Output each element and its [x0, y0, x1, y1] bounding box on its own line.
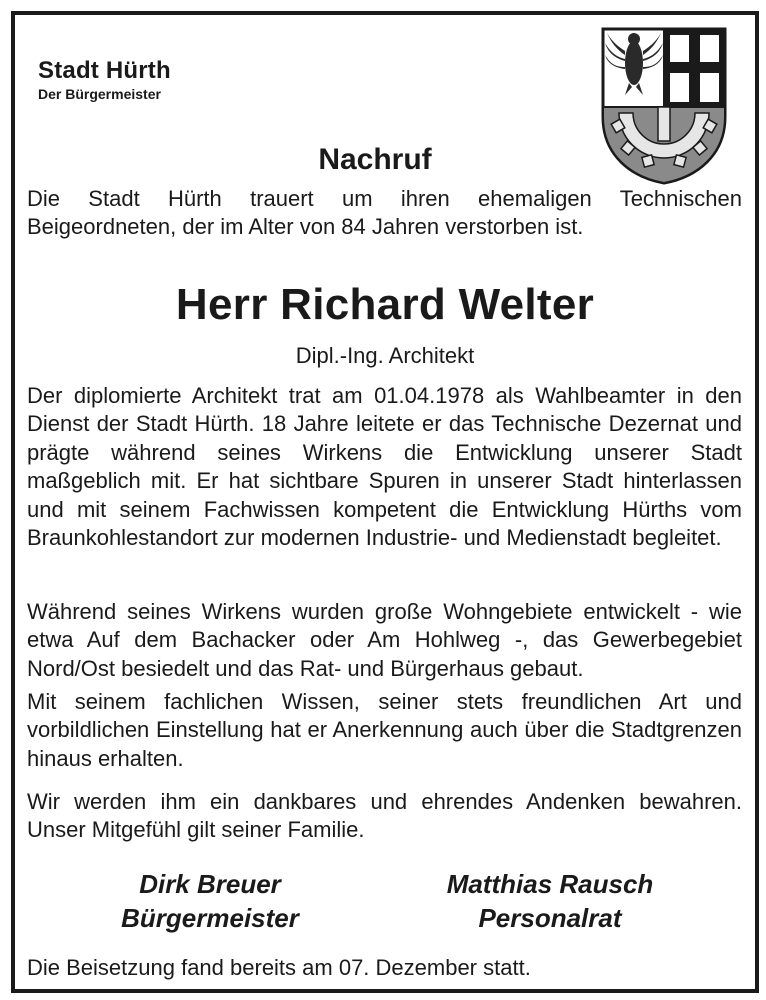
body-paragraph: Wir werden ihm ein dankbares und ehrendes Andenken bewahren. Unser Mitgefühl gilt seiner Familie. — [27, 789, 742, 843]
sender-name: Stadt Hürth — [38, 57, 171, 84]
sender-role: Der Bürgermeister — [38, 86, 161, 102]
signatory-role: Personalrat — [478, 903, 622, 933]
signatory-role: Bürgermeister — [121, 903, 299, 933]
body-paragraph: Während seines Wirkens wurden große Wohngebiete entwickelt - wie etwa Auf dem Bachacker oder Am Hohlweg -, das Gewerbegebiet Nord/Ost besiedelt und das Rat- und Bürgerhaus gebaut. — [27, 599, 742, 681]
signatory-staff-council — [400, 867, 700, 935]
obituary-heading: Nachruf — [318, 143, 432, 176]
obituary-content — [15, 15, 755, 989]
deceased-name: Herr Richard Welter — [175, 280, 595, 329]
intro-paragraph: Die Stadt Hürth trauert um ihren ehemaligen Technischen Beigeordneten, der im Alter von 84 Jahren verstorben ist. — [27, 186, 742, 240]
signatory-mayor — [97, 867, 323, 935]
signatory-name: Dirk Breuer — [139, 869, 281, 899]
burial-note: Die Beisetzung fand bereits am 07. Dezember statt. — [27, 955, 531, 980]
deceased-title: Dipl.-Ing. Architekt — [295, 343, 475, 368]
signatory-name: Matthias Rausch — [446, 869, 654, 899]
body-paragraph: Mit seinem fachlichen Wissen, seiner stets freundlichen Art und vorbildlichen Einstellung hat er Anerkennung auch über die Stadtgrenzen hinaus erhalten. — [27, 689, 742, 771]
body-paragraph: Der diplomierte Architekt trat am 01.04.1978 als Wahlbeamter in den Dienst der Stadt Hürth. 18 Jahre leitete er das Technische Dezernat und prägte während seines Wirkens die Entwicklung unserer Stadt maßgeblich mit. Er hat sichtbare Spuren in unserer Stadt hinterlassen und mit seinem Fachwissen kompetent die Entwicklung Hürths vom Braunkohlestandort zur modernen Industrie- und Medienstadt begleitet. — [27, 383, 742, 551]
sender-block — [38, 57, 171, 103]
obituary-frame — [11, 11, 759, 993]
